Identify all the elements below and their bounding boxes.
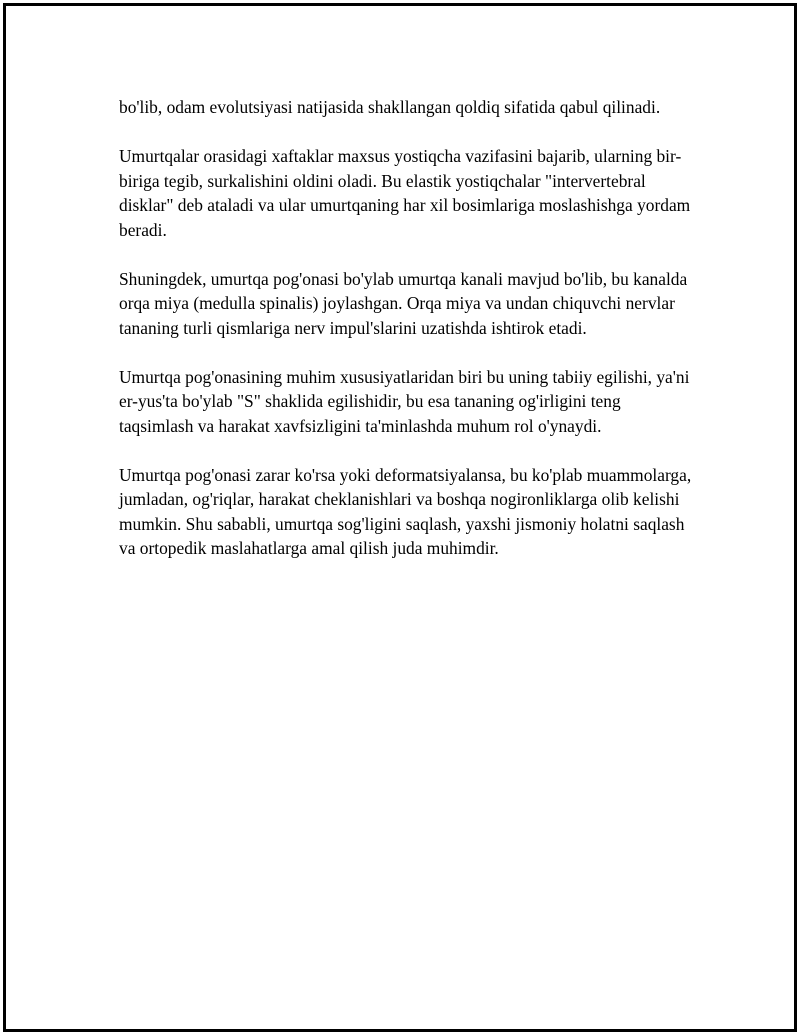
paragraph-2: Umurtqalar orasidagi xaftaklar maxsus yostiqcha vazifasini bajarib, ularning bir-biriga tegib, surkalishini oldini oladi. Bu elastik yostiqchalar "intervertebral disklar" deb ataladi va ular umurtqaning har xil bosimlariga moslashishga yordam beradi. xyxy=(119,146,691,240)
paragraph-5: Umurtqa pog'onasi zarar ko'rsa yoki deformatsiyalansa, bu ko'plab muammolarga, jumladan, og'riqlar, harakat cheklanishlari va boshqa nogironliklarga olib kelishi mumkin. Shu sababli, umurtqa sog'ligini saqlash, yaxshi jismoniy holatni saqlash va ortopedik maslahatlarga amal qilish juda muhimdir. xyxy=(119,464,692,558)
paragraph-4: Umurtqa pog'onasining muhim xususiyatlaridan biri bu uning tabiiy egilishi, ya'ni er-yus'ta bo'ylab "S" shaklida egilishidir, bu esa tananing og'irligini teng taqsimlash va harakat xavfsizligini ta'minlashda muhum rol o'ynaydi. xyxy=(119,366,690,436)
paragraph-1: bo'lib, odam evolutsiyasi natijasida shakllangan qoldiq sifatida qabul qilinadi. xyxy=(119,97,661,117)
paragraph-3: Shuningdek, umurtqa pog'onasi bo'ylab umurtqa kanali mavjud bo'lib, bu kanalda orqa miya (medulla spinalis) joylashgan. Orqa miya va undan chiquvchi nervlar tananing turli qismlariga nerv impul'slarini uzatishda ishtirok etadi. xyxy=(119,268,688,338)
document-page xyxy=(3,3,797,1032)
document-body xyxy=(119,95,699,561)
